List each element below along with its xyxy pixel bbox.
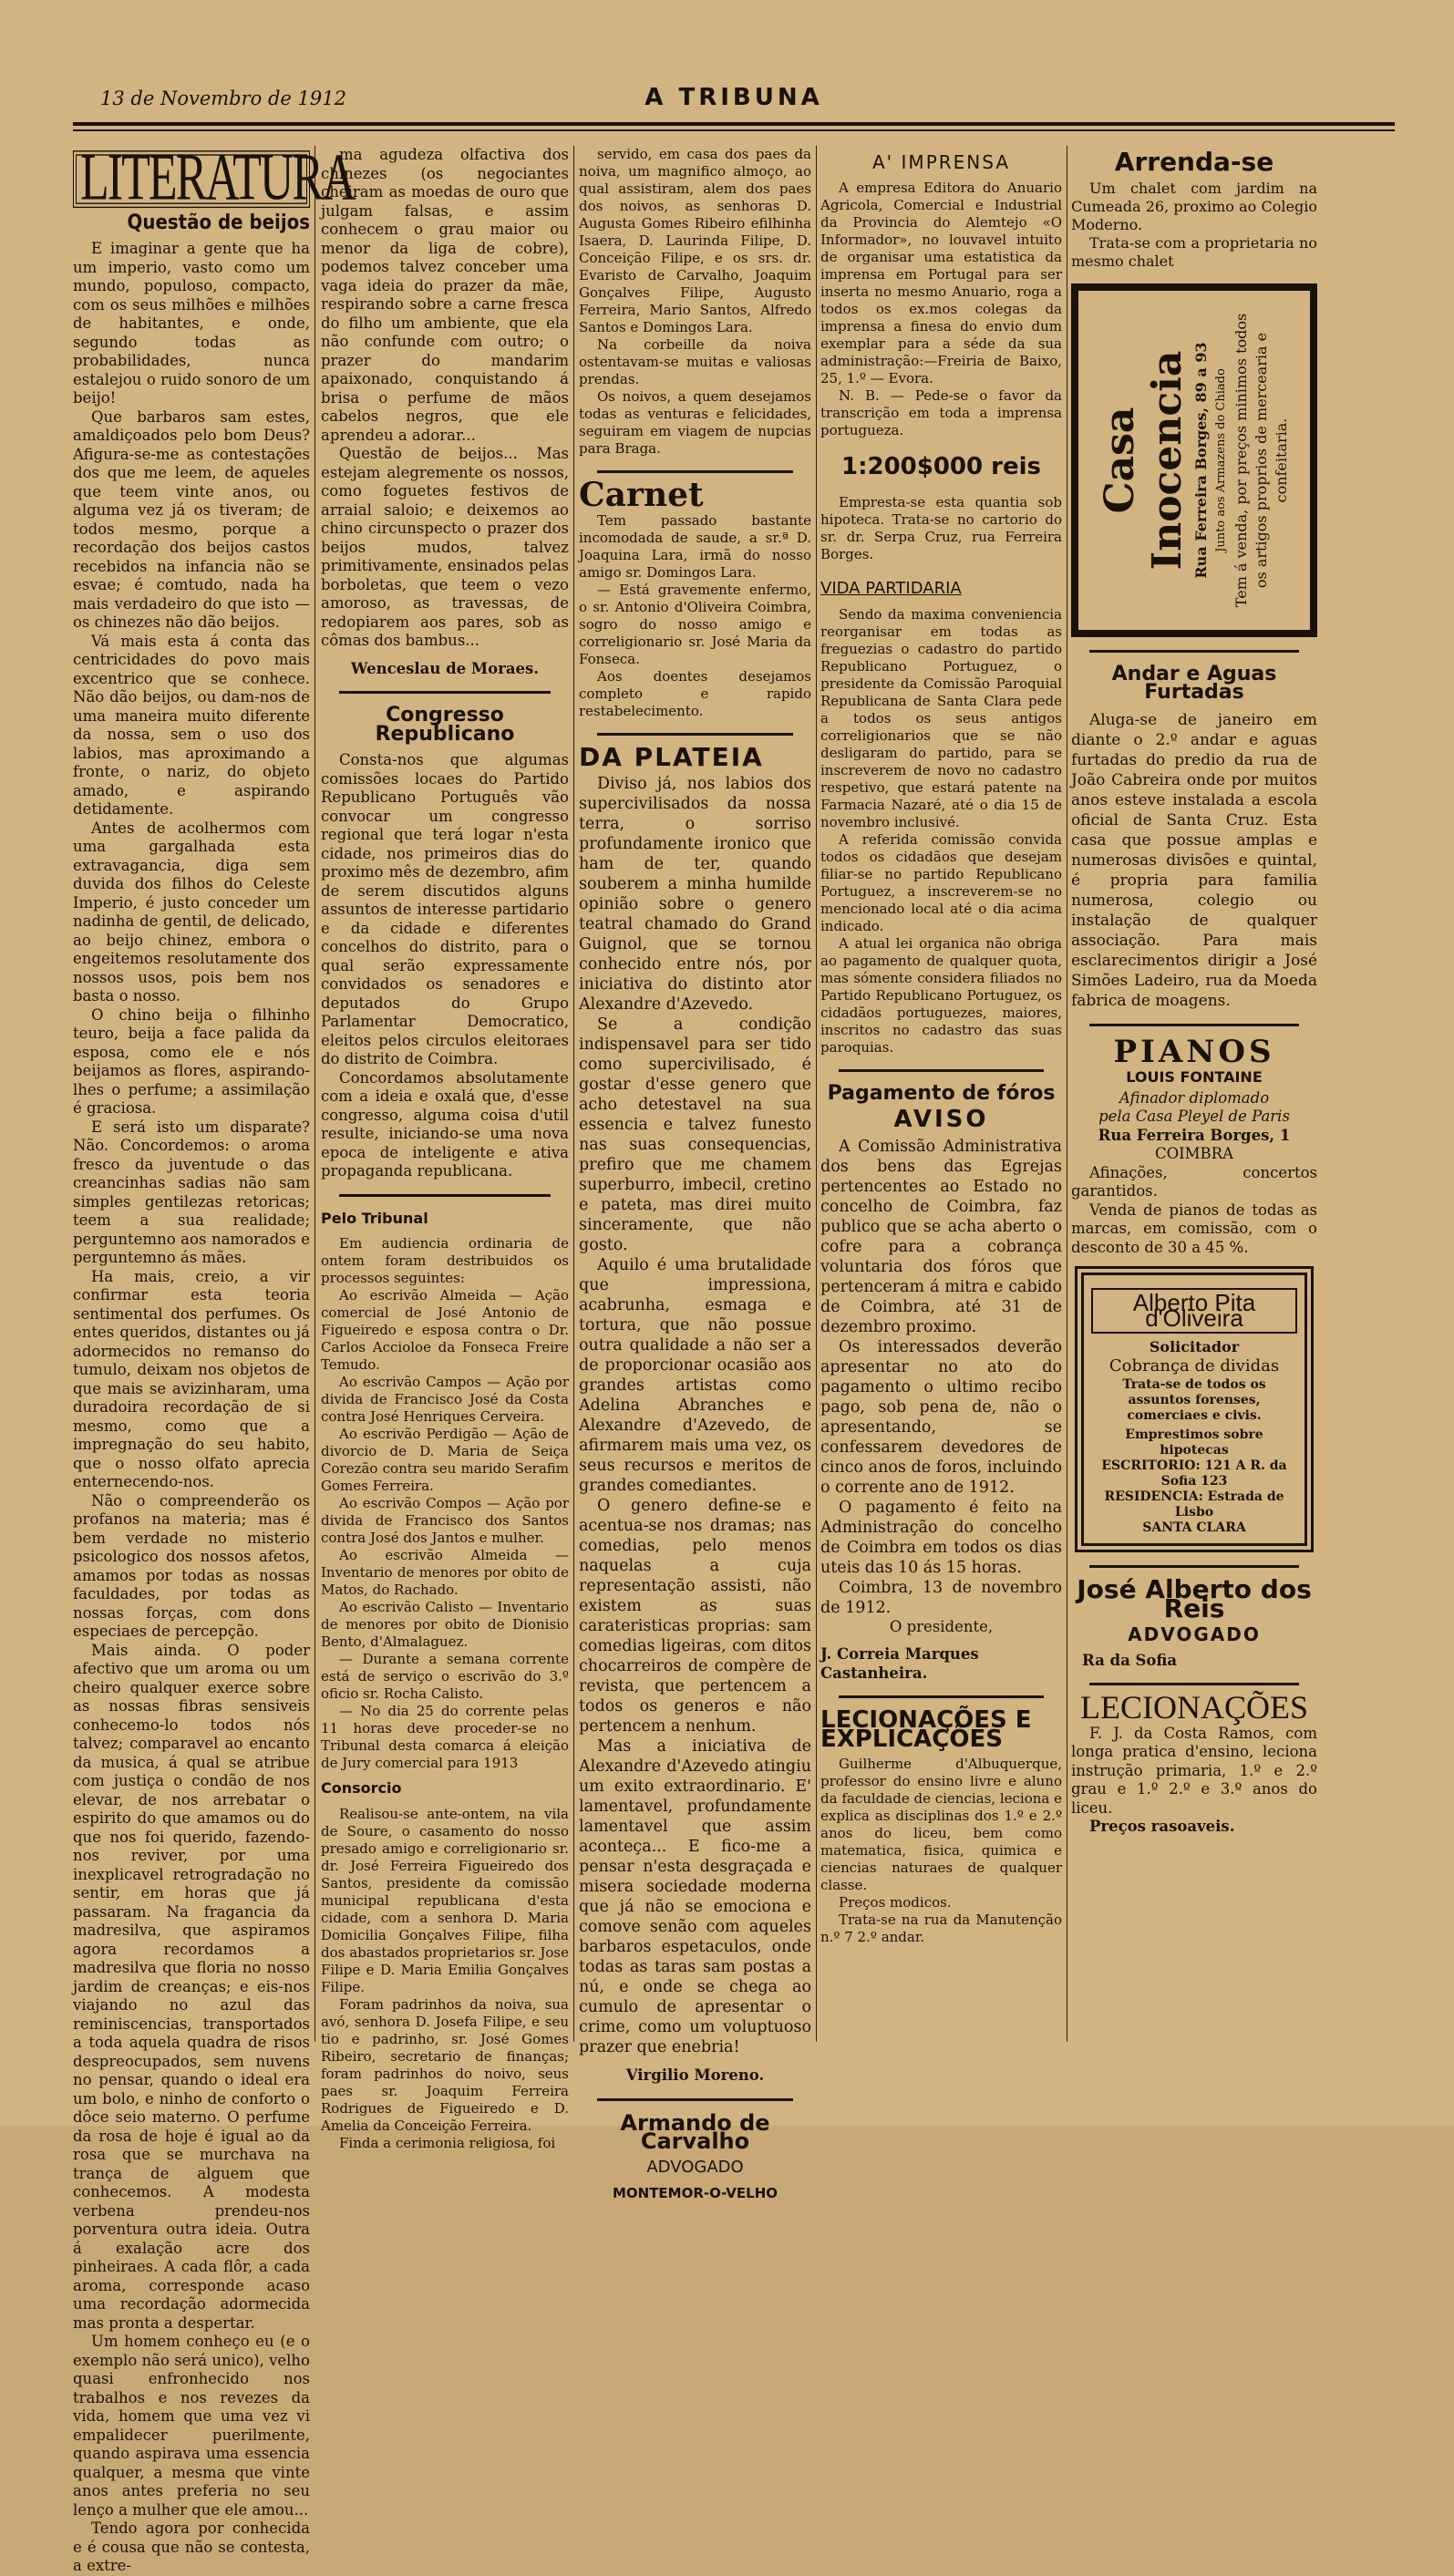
- paragraph: Guilherme d'Albuquerque, professor do ensino livre e aluno da faculdade de ciencias, leciona e explica as disciplinas dos 1.º e 2.º anos do liceu, bem como matematica, fisica, quimica e ciencias naturaes de qualquer classe.: [820, 1756, 1062, 1893]
- paragraph: E imaginar a gente que ha um imperio, vasto como um mundo, populoso, compacto, com os seus milhões e milhões de habitantes, e onde, segundo todas as probabilidades, nunca estalejou o ruido sonoro de um beijo!: [73, 240, 310, 407]
- pita-emprestimos: Emprestimos sobre hipotecas: [1125, 1427, 1263, 1458]
- arrenda-body: [1071, 180, 1317, 271]
- paragraph: Diviso já, nos labios dos supercivilisados da nossa terra, o sorriso profundamente ironico que ham de ter, quando souberem a minha humilde opinião sobre o genero teatral chamado do Grand Guignol, que se tornou conhecido entre nós, por iniciativa do distinto ator Alexandre d'Azevedo.: [579, 775, 811, 1014]
- paragraph: Ao escrivão Almeida — Ação comercial de José Antonio de Figueiredo e esposa contra o Dr. Carlos Accioloe da Fonseca Freire Temudo.: [321, 1287, 569, 1373]
- paragraph: — Durante a semana corrente está de serviço o escrivão do 3.º oficio sr. Rocha Calisto.: [321, 1651, 569, 1702]
- column-5: [1071, 146, 1317, 2042]
- casa-name: Casa Inocencia: [1097, 350, 1191, 570]
- paragraph: Um chalet com jardim na Cumeada 26, proximo ao Colegio Moderno.: [1071, 179, 1317, 233]
- pianos-line1: Afinador diplomado: [1119, 1088, 1270, 1107]
- congresso-headline: Congresso Republicano: [375, 704, 515, 746]
- column-rule: [816, 146, 817, 2042]
- pianos-name: LOUIS FONTAINE: [1126, 1068, 1263, 1086]
- paragraph: Trata-se com a proprietaria no mesmo chalet: [1071, 233, 1317, 270]
- masthead-rule: [73, 122, 1395, 131]
- advogado-role: ADVOGADO: [646, 2157, 744, 2177]
- paragraph: A Comissão Administrativa dos bens das Egrejas pertencentes ao Estado no concelho de Coimbra, faz publico que se acha aberto o cofre para a cobrança voluntaria dos fóros que pertenceram á mitra e cabido de Coimbra, até 31 de dezembro proximo.: [820, 1137, 1062, 1336]
- paragraph: servido, em casa dos paes da noiva, um magnifico almoço, ao qual assistiram, alem dos paes dos noivos, as senhoras D. Augusta Gomes Ribeiro efilhinha Isaera, D. Laurinda Filipe, D. Conceição Filipe, e os srs. dr. Evaristo de Carvalho, Joaquim Gonçalves Filipe, Augusto Ferreira, Mario Santos, Alfredo Santos e Domingos Lara.: [579, 146, 811, 335]
- imprensa-headline: A' IMPRENSA: [872, 151, 1010, 173]
- paragraph: Ao escrivão Perdigão — Ação de divorcio de D. Maria de Seiça Corezão contra seu marido Serafim Gomes Ferreira.: [321, 1426, 569, 1494]
- paragraph: Finda a cerimonia religiosa, foi: [339, 2134, 556, 2151]
- literatura-section-title: LITERATURA: [73, 150, 310, 207]
- paragraph: — No dia 25 do corrente pelas 11 horas deve proceder-se no Tribunal desta comarca á eleição de Jury comercial para 1913: [321, 1703, 569, 1771]
- pita-text: Trata-se de todos os assuntos forenses, comerciaes e civis.: [1122, 1377, 1266, 1423]
- paragraph: A referida comissão convida todos os cidadãos que desejam filiar-se no partido Republicano Portuguez, a inscreverem-se no mencionado local até o dia acima indicado.: [820, 830, 1062, 934]
- separator: [339, 691, 551, 694]
- andar-body: Aluga-se de janeiro em diante o 2.º andar e aguas furtadas do predio da rua de João Cabreira onde por muitos anos esteve instalada a escola oficial de Santa Cruz. Esta casa que possue amplas e numerosas divisões e quintal, é propria para familia numerosa, colegio ou instalação de qualquer associação. Para mais esclarecimentos dirigir a José Simões Ladeiro, rua da Moeda fabrica de moagens.: [1071, 710, 1317, 1010]
- advogado-name: Armando de Carvalho: [620, 2109, 770, 2154]
- paragraph: Em audiencia ordinaria de ontem foram destribuidos os processos seguintes:: [321, 1235, 569, 1286]
- separator: [597, 733, 793, 736]
- paragraph: Mas a iniciativa de Alexandre d'Azevedo atingiu um exito extraordinario. E' lamentavel, profundamente lamentavel que assim aconteça... E fico-me a pensar n'esta desgraçada e misera sociedade moderna que já não se emociona e comove senão com aqueles barbaros espetaculos, onde todas as taras sam postas a nú, e onde se chega ao cumulo de apresentar o crime, como um voluptuoso prazer que enebria!: [579, 1737, 811, 2056]
- paragraph: Sendo da maxima conveniencia reorganisar em todas as freguezias o cadastro do partido Republicano Portuguez, o presidente da Comissão Paroquial Republicana de Santa Clara pede a todos os seus antigos correligionarios que se não desligaram do partido, para se inscreverem de novo no cadastro respetivo, que estará patente na Farmacia Nazaré, até o dia 15 de novembro inclusivé.: [820, 605, 1062, 830]
- pianos-headline: PIANOS: [1113, 1033, 1275, 1070]
- paragraph: Tem passado bastante incomodada de saude, a sr.ª D. Joaquina Lara, irmã do nosso amigo sr. Domingos Lara.: [579, 511, 811, 581]
- paragraph: E será isto um disparate? Não. Concordemos: o aroma fresco da juventude o das creancinhas sadias não sam simples gentilezas retoricas; teem a sua realidade; perguntemno aos namorados e perguntemno ás mães.: [73, 1118, 310, 1266]
- separator: [597, 2098, 793, 2101]
- paragraph: O pagamento é feito na Administração do concelho de Coimbra em todos os dias uteis das 10 ás 15 horas.: [820, 1498, 1062, 1577]
- masthead: [73, 82, 1395, 137]
- issue-date: 13 de Novembro de 1912: [100, 88, 346, 109]
- casa-address: Rua Ferreira Borges, 89 a 93: [1192, 341, 1210, 579]
- paragraph: Se a condição indispensavel para ser tido como supercivilisado, é gostar d'esse genero que acho detestavel na sua essencia e talvez funesto nas suas consequencias, prefiro que me chamem superburro, imbecil, cretino e pateta, mas direi muito sinceramente, que não gosto.: [579, 1015, 811, 1254]
- aviso-body: [820, 1137, 1062, 1618]
- paragraph: Coimbra, 13 de novembro de 1912.: [820, 1578, 1062, 1617]
- paragraph: ma agudeza olfactiva dos chinezes (os negociantes cheiram as moedas de ouro que julgam falsas, e assim conhecem o grau maior ou menor da liga de cobre), podemos talvez conceber uma vaga ideia do prazer da mãe, respirando sobre a carne fresca do filho um ambiente, que ela não confunde com outro; o prazer do mandarim apaixonado, conquistando á brisa o perfume de mãos cabelos negros, que ele aprendeu a adorar...: [321, 146, 569, 444]
- aviso-headline: AVISO: [893, 1106, 989, 1133]
- paragraph: Aos doentes desejamos completo e rapido restabelecimento.: [579, 667, 811, 719]
- paragraph: Aquilo é uma brutalidade que impressiona, acabrunha, esmaga e tortura, que não possue outra qualidade a não ser a de proporcionar ocasião aos grandes artistas como Adelina Abranches e Alexandre d'Azevedo, de afirmarem mais uma vez, os seus recursos e meritos de grandes comediantes.: [579, 1256, 811, 1495]
- paragraph: Concordamos absolutamente com a ideia e oxalá que, d'esse congresso, alguma coisa d'util resulte, iniciando-se uma nova epoca de inteligente e ativa propaganda republicana.: [321, 1068, 569, 1180]
- paragraph: A empresa Editora do Anuario Agricola, Comercial e Industrial da Provincia do Alemtejo «O Informador», no louvavel intuito de organisar uma estatistica da imprensa em Portugal para ser inserta no mesmo Anuario, roga a todos os ex.mos colegas da imprensa a finesa do envio dum exemplar para a séde da sua administração:—Freiria de Baixo, 25, 1.º — Evora.: [820, 179, 1062, 386]
- loan-text: Empresta-se esta quantia sob hipoteca. Trata-se no cartorio do sr. dr. Serpa Cruz, rua Ferreira Borges.: [820, 494, 1062, 562]
- paragraph: Trata-se na rua da Manutenção n.º 7 2.º andar.: [820, 1911, 1062, 1945]
- consorcio-body: [321, 1806, 569, 2152]
- andar-headline: Andar e Aguas Furtadas: [1111, 662, 1277, 704]
- paragraph: Antes de acolhermos com uma gargalhada esta extravagancia, diga sem duvida dos filhos do Celeste Imperio, é justo conceder um nadinha de gentil, de delicado, ao beijo chinez, embora o engeitemos resolutamente dos nossos usos, pois bem nos basta o nosso.: [73, 819, 310, 1005]
- separator: [597, 470, 793, 473]
- lecionacoes2-headline: LECIONAÇÕES: [1080, 1689, 1308, 1726]
- casa-inocencia-text: [1097, 305, 1292, 615]
- paragraph: Que barbaros sam estes, amaldiçoados pelo bom Deus? Afigura-se-me as contestações dos que me leem, de aqueles que teem vinte anos, ou alguma vez já os tiveram; de todos mesmo, porque a recordação dos beijos castos recebidos na infancia não se esvae; é comtudo, nada ha mais verdadeiro do que isto — os chinezes não dão beijos.: [73, 407, 310, 631]
- pita-headline: Cobrança de dividas: [1109, 1356, 1280, 1376]
- paragraph: Consta-nos que algumas comissões locaes do Partido Republicano Português vão convocar um congresso regional que terá logar n'esta cidade, nos primeiros dias do proximo mês de dezembro, afim de serem discutidos alguns assuntos de interesse partidario e da cidade e diferentes concelhos do distrito, para o qual serão expressamente convidados os senadores e deputados do Grupo Parlamentar Democratico, eleitos pelos circulos eleitoraes do distrito de Coimbra.: [321, 751, 569, 1067]
- casa-description: Tem á venda, por preços minimos todos os artigos proprios de mercearia e confeitaria.: [1232, 313, 1290, 607]
- separator: [339, 1194, 551, 1197]
- article-signature: Wenceslau de Moraes.: [350, 659, 540, 677]
- paragraph: Na corbeille da noiva ostentavam-se muitas e valiosas prendas.: [579, 336, 811, 387]
- paragraph: Ao escrivão Almeida — Inventario de menores por obito de Matos, do Rachado.: [321, 1547, 569, 1598]
- paragraph: Os noivos, a quem desejamos todas as venturas e felicidades, seguiram em viagem de nupcias para Braga.: [579, 388, 811, 457]
- paragraph: O genero define-se e acentua-se nos dramas; nas comedias, pelo menos naquelas a cuja representação assisti, não existem as suas carateristicas proprias: sam comedias ligeiras, com ditos chocarreiros de compère de revista, que pertencem a todos os generos e não pertencem a nenhum.: [579, 1497, 811, 1736]
- casa-location: Junto aos Armazens do Chiado: [1214, 367, 1228, 552]
- paragraph: N. B. — Pede-se o favor da transcrição em toda a imprensa portugueza.: [820, 386, 1062, 438]
- paragraph: A atual lei organica não obriga ao pagamento de qualquer quota, mas sómente considera filiados no Partido Republicano Portuguez, os cidadãos portuguezes, maiores, inscritos no cadastro das suas paroquias.: [820, 934, 1062, 1056]
- paragraph: Ha mais, creio, a vir confirmar esta teoria sentimental dos perfumes. Os entes queridos, distantes ou já adormecidos no remanso do tumulo, deixam nos objetos de que mais se avizinharam, uma duradoira recordação de si mesmo, como que a impregnação do seu habito, que o nosso olfato aprecia enternecendo-nos.: [73, 1267, 310, 1490]
- carnet-body: [579, 512, 811, 720]
- lecionacoes2-prices: Preços rasoaveis.: [1089, 1818, 1235, 1835]
- paragraph: Ao escrivão Compos — Ação por divida de Francisco dos Santos contra José dos Jantos e mulher.: [321, 1495, 569, 1546]
- paragraph: Vá mais esta á conta das centricidades do povo mais excentrico que se conhece. Não dão beijos, ou dam-nos de uma maneira muito diferente da nossa, sem o uso dos labios, mas aproximando a fronte, o nariz, do objeto amado, e aspirando detidamente.: [73, 632, 310, 818]
- casa-inocencia-ad: [1071, 283, 1317, 637]
- paragraph: — Está gravemente enfermo, o sr. Antonio d'Oliveira Coimbra, sogro do nosso amigo e correligionario sr. José Maria da Fonseca.: [579, 581, 811, 667]
- column-2: [321, 146, 569, 2151]
- newspaper-title: A TRIBUNA: [645, 84, 823, 111]
- aviso-president-label: O presidente,: [889, 1617, 994, 1635]
- lecionacoes-body: [820, 1756, 1062, 1946]
- article-continuation: [321, 146, 569, 651]
- column-1: [73, 141, 355, 2574]
- foros-headline: Pagamento de fóros: [827, 1081, 1056, 1105]
- column-4: [820, 146, 1062, 2042]
- paragraph: Realisou-se ante-ontem, na vila de Soure, o casamento do nosso presado amigo e correligionario sr. dr. José Ferreira Figueiredo dos Santos, presidente da comissão municipal republicana d'esta cidade, com a senhora D. Maria Domicilia Gonçalves Filipe, filha dos abastados proprietarios sr. Jose Filipe e D. Maria Emilia Gonçalves Filipe.: [321, 1805, 569, 1995]
- reis-role: ADVOGADO: [1128, 1623, 1261, 1645]
- paragraph: Preços modicos.: [839, 1894, 952, 1911]
- arrenda-headline: Arrenda-se: [1114, 147, 1274, 177]
- vida-partidaria-body: [820, 606, 1062, 1056]
- separator: [1089, 1565, 1299, 1568]
- carnet-headline: Carnet: [579, 476, 704, 514]
- imprensa-body: [820, 180, 1062, 439]
- pita-oliveira-ad: [1075, 1266, 1314, 1552]
- aviso-president-name: J. Correia Marques Castanheira.: [820, 1645, 979, 1682]
- separator: [839, 1069, 1044, 1072]
- separator: [839, 1695, 1044, 1698]
- paragraph: Tendo agora por conhecida e é cousa que não se contesta, a extre-: [73, 2519, 310, 2574]
- pita-role: Solicitador: [1149, 1338, 1240, 1355]
- advogado-place: MONTEMOR-O-VELHO: [612, 2185, 779, 2201]
- paragraph: Um homem conheço eu (e o exemplo não será unico), velho quasi enfronhecido nos trabalhos e nos revezes da vida, homem que uma vez vi empalidecer puerilmente, quando aspirava uma essencia qualquer, a mesma que vinte anos antes preferia no seu lenço a mulher que ele amou...: [73, 2333, 310, 2519]
- pianos-address: Rua Ferreira Borges, 1: [1098, 1126, 1291, 1144]
- tribunal-headline: Pelo Tribunal: [321, 1209, 428, 1227]
- plateia-body: [579, 774, 811, 2057]
- separator: [1089, 1683, 1299, 1685]
- paragraph: Os interessados deverão apresentar no ato do pagamento o ultimo recibo pago, sob pena de, não o apresentando, se confessarem devedores de cinco anos de foros, incluindo o corrente ano de 1912.: [820, 1337, 1062, 1497]
- separator: [1089, 650, 1299, 653]
- plateia-headline: DA PLATEIA: [579, 741, 764, 772]
- congresso-body: [321, 751, 569, 1181]
- paragraph: Questão de beijos... Mas estejam alegremente os nossos, como foguetes festivos de arraial saloio; e deixemos ao chino circunspecto o prazer dos beijos mudos, talvez primitivamente, ensinados pelas borboletas, que teem o vezo amoroso, as travessas, de redopiarem aos pares, sob as cômas dos bambus...: [321, 445, 569, 649]
- vida-partidaria-headline: VIDA PARTIDARIA: [820, 579, 962, 598]
- pianos-city: COIMBRA: [1154, 1145, 1234, 1162]
- separator: [1089, 1024, 1299, 1026]
- reis-name: José Alberto dos Reis: [1077, 1574, 1312, 1623]
- paragraph: O chino beija o filhinho teuro, beija a face palida da esposa, como ele e nós beijamos as flores, aspirando-lhes o perfume; a assimilação é graciosa.: [73, 1005, 310, 1117]
- lecionacoes-headline: LECIONAÇÕES E EXPLICAÇÕES: [820, 1706, 1032, 1753]
- consorcio-headline: Consorcio: [321, 1779, 402, 1797]
- column-rule: [573, 146, 574, 2042]
- pita-santa-clara: SANTA CLARA: [1142, 1520, 1246, 1535]
- pianos-line2: pela Casa Pleyel de Paris: [1098, 1108, 1290, 1125]
- paragraph: Não o compreenderão os profanos na materia; mas é bem verdade no misterio psicologico dos nossos afetos, amamos por todas as nossas faculdades, por todas as nossas forças, com dons especiaes de percepção.: [73, 1491, 310, 1640]
- paragraph: Mais ainda. O poder afectivo que um aroma ou um cheiro qualquer exerce sobre as nossas fibras sensiveis conhecemo-lo todos nós talvez; comparavel ao encanto da musica, á qual se atribue com justiça o condão de nos elevar, de nos arrebatar o espirito do que amamos ou do que nos foi querido, fazendo-nos reviver, por uma inexplicavel retrogradação no sentir, em horas que já passaram. Na fragancia da madresilva, que aspiramos agora recordamos a madresilva que floria no nosso jardim de creanças; e eis-nos viajando no azul das reminiscencias, transportados a toda aquela quadra de risos despreocupados, sem nuvens no pensar, quando o ideal era um bolo, e ninho de conforto o dôce seio materno. O perfume da rosa de hoje é igual ao da rosa que se murchava na trança de alguem que conhecemos. A modesta verbena prendeu-nos porventura outra ideia. Outra á exalação acre dos pinheiraes. A cada flôr, a cada aroma, corresponde acaso uma recordação adormecida mas pronta a despertar.: [73, 1641, 310, 2332]
- paragraph: Ao escrivão Calisto — Inventario de menores por obito de Dionisio Bento, d'Almalaguez.: [321, 1599, 569, 1650]
- reis-address: Ra da Sofia: [1082, 1651, 1178, 1669]
- column-3: [579, 146, 811, 2201]
- pianos-text1: Afinações, concertos garantidos.: [1071, 1163, 1317, 1200]
- loan-amount: 1:200$000 reis: [840, 452, 1042, 480]
- article-headline: Questão de beijos: [127, 211, 310, 234]
- article-signature: Virgilio Moreno.: [625, 2066, 765, 2084]
- paragraph: Foram padrinhos da noiva, sua avó, senhora D. Josefa Filipe, e seu tio e padrinho, sr. José Gomes Ribeiro, secretario de finanças; foram padrinhos do noivo, seus paes sr. Joaquim Ferreira Rodrigues de Figueiredo e D. Amelia da Conceição Ferreira.: [321, 1995, 569, 2134]
- paragraph: Ao escrivão Campos — Ação por divida de Francisco José da Costa contra José Henriques Cerveira.: [321, 1374, 569, 1425]
- pita-name: Alberto Pita d'Oliveira: [1091, 1288, 1297, 1334]
- tribunal-body: [321, 1235, 569, 1772]
- lecionacoes2-body: F. J. da Costa Ramos, com longa pratica d'ensino, leciona instrução primaria, 1.º e 2.º grau e 1.º 2.º e 3.º anos do liceu.: [1071, 1724, 1317, 1817]
- pita-escritorio: ESCRITORIO: 121 A R. da Sofia 123: [1101, 1458, 1287, 1489]
- pita-residencia: RESIDENCIA: Estrada de Lisbo: [1104, 1489, 1284, 1520]
- article-body: [73, 240, 310, 2576]
- consorcio-continuation: [579, 146, 811, 458]
- pianos-text2: Venda de pianos de todas as marcas, em comissão, com o desconto de 30 a 45 %.: [1071, 1200, 1317, 1256]
